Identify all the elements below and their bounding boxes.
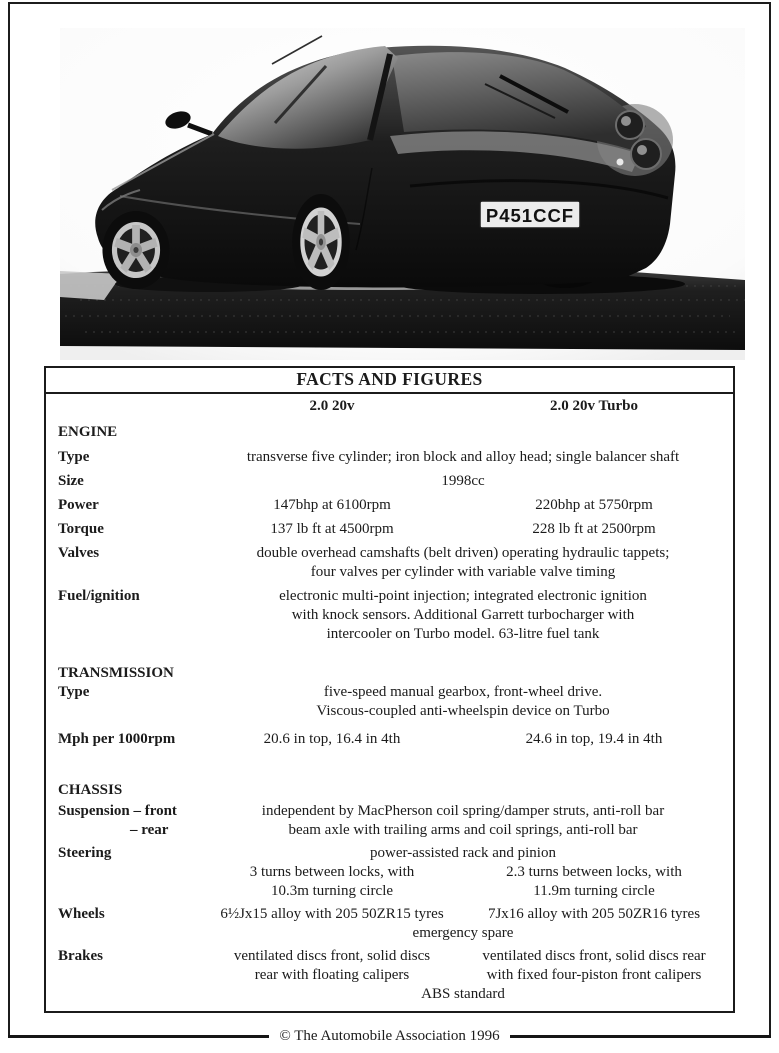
row-value-20v: 137 lb ft at 4500rpm	[270, 521, 394, 537]
row-value-20v: 6½Jx15 alloy with 205 50ZR15 tyres	[220, 906, 444, 922]
row-value-line: five-speed manual gearbox, front-wheel drive.	[323, 684, 603, 700]
row-label: Valves	[58, 545, 100, 561]
page-footer	[8, 1028, 771, 1045]
row-value-20v	[201, 947, 463, 985]
spec-row-brakes	[46, 947, 733, 1004]
front-wheel	[102, 211, 169, 289]
license-plate-text: P451CCF	[485, 205, 575, 226]
fiat-badge	[617, 159, 624, 166]
row-value-shared: ABS standard	[421, 986, 505, 1002]
spec-row-engine-valves	[46, 544, 733, 582]
spec-row-engine-size	[46, 472, 733, 491]
row-label: Fuel/ignition	[58, 588, 140, 604]
row-value-line: 10.3m turning circle	[270, 883, 394, 899]
row-value-line: with knock sensors. Additional Garrett turbocharger with	[291, 607, 635, 623]
row-label: Type	[58, 449, 90, 465]
row-value-line: independent by MacPherson coil spring/damper struts, anti-roll bar	[261, 803, 665, 819]
row-value-turbo: 24.6 in top, 19.4 in 4th	[525, 731, 663, 747]
row-value-turbo	[463, 947, 725, 985]
car-photo-illustration	[60, 28, 745, 360]
row-value-line: ventilated discs front, solid discs	[233, 948, 431, 964]
rear-wheel	[292, 194, 350, 290]
tail-lamp-lower-glint	[637, 145, 647, 155]
column-header-turbo: 2.0 20v Turbo	[550, 398, 638, 414]
footer-rule-left	[8, 1035, 269, 1038]
row-value-20v: 20.6 in top, 16.4 in 4th	[263, 731, 401, 747]
spec-row-engine-fuel-ignition	[46, 587, 733, 644]
table-title: FACTS AND FIGURES	[46, 368, 733, 394]
license-plate	[480, 201, 580, 228]
facts-table	[44, 366, 735, 1013]
row-value-turbo: 228 lb ft at 2500rpm	[532, 521, 656, 537]
row-value-line: double overhead camshafts (belt driven) operating hydraulic tappets;	[256, 545, 670, 561]
row-value: transverse five cylinder; iron block and alloy head; single balancer shaft	[246, 449, 680, 465]
page-border-left	[8, 2, 10, 1038]
spec-row-engine-type	[46, 448, 733, 467]
column-headers-row	[46, 397, 733, 416]
footer-rule-right	[510, 1035, 771, 1038]
spec-row-steering	[46, 844, 733, 901]
tail-lamp-upper-glint	[621, 116, 631, 126]
row-value-line: electronic multi-point injection; integrated electronic ignition	[279, 588, 647, 604]
row-label: Power	[58, 497, 99, 513]
car-photo	[60, 28, 745, 360]
row-value-turbo: 220bhp at 5750rpm	[535, 497, 653, 513]
page-border-top	[8, 2, 771, 4]
row-value-line: Viscous-coupled anti-wheelspin device on Turbo	[316, 703, 610, 719]
row-label-rear: – rear	[130, 822, 169, 838]
row-label: Brakes	[58, 948, 103, 964]
page-border-right	[769, 2, 771, 1038]
row-value-line: 3 turns between locks, with	[249, 864, 415, 880]
row-value-shared: emergency spare	[412, 925, 514, 941]
row-value-line: with fixed four-piston front calipers	[486, 967, 702, 983]
row-value: 1998cc	[441, 473, 485, 489]
spec-row-engine-torque	[46, 520, 733, 539]
row-value-line: ventilated discs front, solid discs rear	[482, 948, 706, 964]
row-label: Suspension – front	[58, 803, 177, 819]
row-value-turbo	[463, 863, 725, 901]
section-heading-chassis: CHASSIS	[58, 782, 123, 798]
copyright-text: © The Automobile Association 1996	[279, 1028, 500, 1044]
row-value-shared: power-assisted rack and pinion	[370, 845, 556, 861]
column-header-20v: 2.0 20v	[309, 398, 355, 414]
row-value-20v	[201, 863, 463, 901]
row-value-line: rear with floating calipers	[254, 967, 410, 983]
spec-row-mph-per-1000rpm	[46, 730, 733, 749]
spec-row-transmission-type	[46, 683, 733, 721]
spec-row-wheels	[46, 905, 733, 943]
row-label: Type	[58, 684, 90, 700]
row-value-line: 2.3 turns between locks, with	[506, 864, 682, 880]
spec-row-engine-power	[46, 496, 733, 515]
spec-row-suspension	[46, 802, 733, 840]
tail-lamp-lower	[631, 139, 661, 169]
row-value-line: beam axle with trailing arms and coil springs, anti-roll bar	[288, 822, 638, 838]
section-heading-transmission: TRANSMISSION	[58, 665, 174, 681]
row-label: Wheels	[58, 906, 105, 922]
row-label: Steering	[58, 845, 112, 861]
row-value-line: four valves per cylinder with variable valve timing	[310, 564, 616, 580]
row-label: Mph per 1000rpm	[58, 731, 176, 747]
tail-lamp-upper	[616, 111, 644, 139]
column-header-spacer	[46, 397, 201, 416]
row-label: Torque	[58, 521, 104, 537]
row-value-20v: 147bhp at 6100rpm	[273, 497, 391, 513]
section-heading-engine: ENGINE	[58, 424, 118, 440]
row-value-turbo: 7Jx16 alloy with 205 50ZR16 tyres	[487, 906, 701, 922]
row-value-line: intercooler on Turbo model. 63-litre fuel tank	[326, 626, 600, 642]
row-label: Size	[58, 473, 84, 489]
row-value-line: 11.9m turning circle	[533, 883, 655, 899]
